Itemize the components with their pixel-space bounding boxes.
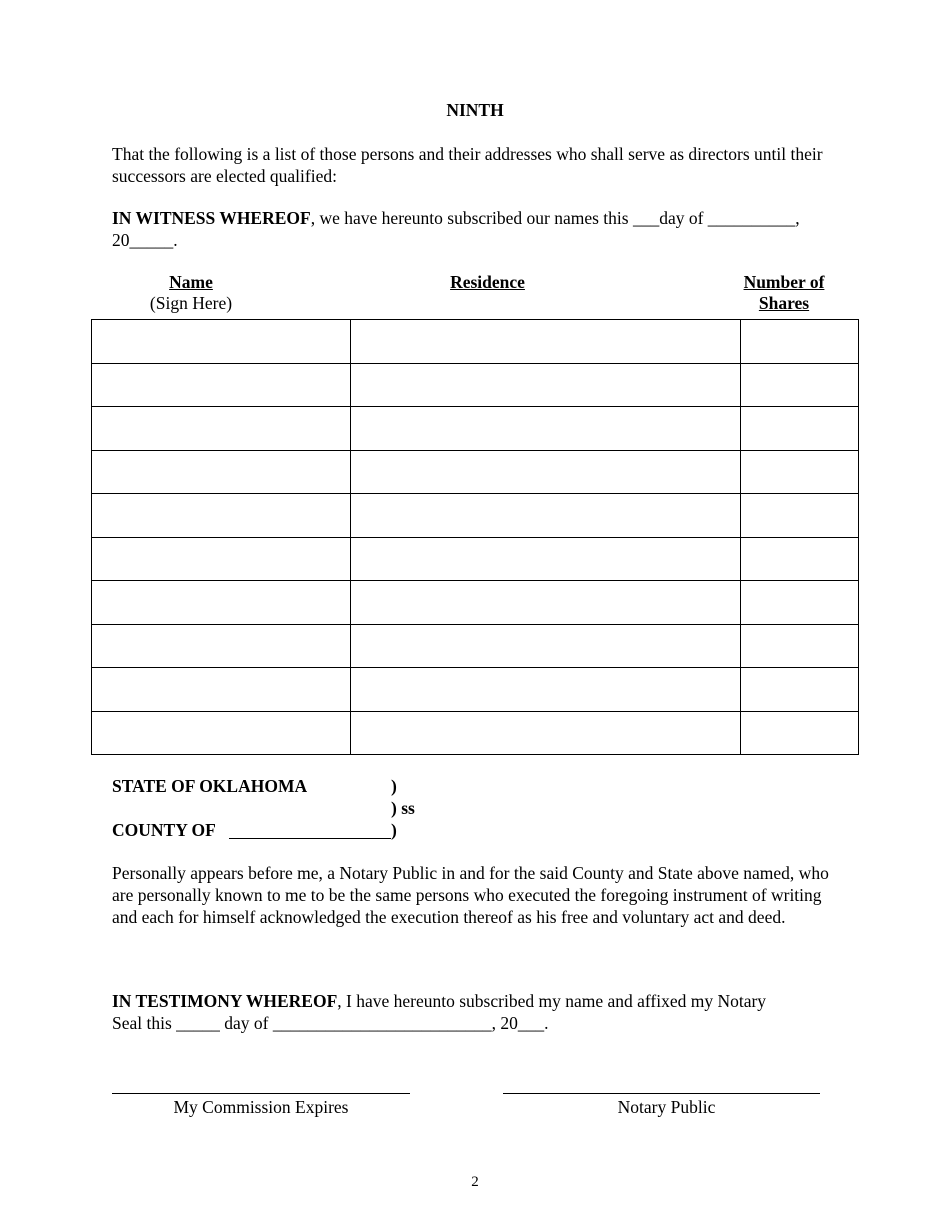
- residence-cell[interactable]: [351, 668, 741, 712]
- shares-cell[interactable]: [741, 494, 859, 538]
- shares-cell[interactable]: [741, 581, 859, 625]
- shares-header-line1: Number of: [743, 272, 825, 292]
- residence-cell[interactable]: [351, 407, 741, 451]
- witness-year: 20_____.: [112, 230, 178, 250]
- witness-lead: IN WITNESS WHEREOF: [112, 208, 311, 228]
- table-row: [92, 537, 859, 581]
- county-label: COUNTY OF: [112, 820, 216, 840]
- name-cell[interactable]: [92, 320, 351, 364]
- shareholder-table: [91, 319, 859, 755]
- state-paren: ): [391, 776, 397, 796]
- residence-cell[interactable]: [351, 494, 741, 538]
- name-cell[interactable]: [92, 624, 351, 668]
- notary-paragraph: Personally appears before me, a Notary Public in and for the said County and State above named, who are personally known to me to be the same persons who executed the foregoing instrument of writing and each for himself acknowledged the execution thereof as his free and voluntary act and deed.: [112, 863, 829, 927]
- name-cell[interactable]: [92, 494, 351, 538]
- column-header-name: [91, 272, 291, 314]
- testimony-clause: [112, 990, 844, 1034]
- state-label: STATE OF OKLAHOMA: [112, 776, 308, 796]
- residence-cell[interactable]: [351, 711, 741, 755]
- shares-cell[interactable]: [741, 624, 859, 668]
- testimony-text: , I have hereunto subscribed my name and affixed my Notary: [337, 991, 767, 1011]
- name-cell[interactable]: [92, 537, 351, 581]
- shares-cell[interactable]: [741, 668, 859, 712]
- residence-cell[interactable]: [351, 581, 741, 625]
- name-cell[interactable]: [92, 407, 351, 451]
- table-row: [92, 624, 859, 668]
- page-number: 2: [471, 1174, 479, 1190]
- table-row: [92, 581, 859, 625]
- column-header-shares: [726, 272, 842, 314]
- shareholder-table-body: [92, 320, 859, 755]
- sign-here-label: (Sign Here): [149, 293, 233, 313]
- residence-cell[interactable]: [351, 450, 741, 494]
- name-cell[interactable]: [92, 668, 351, 712]
- directors-paragraph: That the following is a list of those persons and their addresses who shall serve as directors until their successors are elected qualified:: [112, 144, 823, 186]
- table-row: [92, 494, 859, 538]
- notary-signature-line[interactable]: [503, 1093, 820, 1094]
- witness-text: , we have hereunto subscribed our names this ___day of __________,: [310, 208, 800, 228]
- name-cell[interactable]: [92, 450, 351, 494]
- table-row: [92, 363, 859, 407]
- table-row: [92, 668, 859, 712]
- shares-cell[interactable]: [741, 450, 859, 494]
- name-cell[interactable]: [92, 581, 351, 625]
- table-row: [92, 450, 859, 494]
- residence-cell[interactable]: [351, 624, 741, 668]
- shares-cell[interactable]: [741, 711, 859, 755]
- commission-signature-line[interactable]: [112, 1093, 410, 1094]
- shares-header-line2: Shares: [758, 293, 810, 313]
- witness-clause: [112, 207, 844, 251]
- residence-cell[interactable]: [351, 363, 741, 407]
- commission-expires-label: My Commission Expires: [173, 1097, 349, 1117]
- table-row: [92, 711, 859, 755]
- section-heading: NINTH: [446, 100, 504, 120]
- county-blank-line[interactable]: [229, 838, 391, 839]
- name-cell[interactable]: [92, 363, 351, 407]
- name-header-label: Name: [169, 272, 213, 292]
- table-row: [92, 320, 859, 364]
- testimony-seal-line: Seal this _____ day of _________________________, 20___.: [112, 1013, 549, 1033]
- table-row: [92, 407, 859, 451]
- ss-marker: ) ss: [391, 798, 415, 818]
- notary-public-label: Notary Public: [617, 1097, 716, 1117]
- shares-cell[interactable]: [741, 537, 859, 581]
- residence-cell[interactable]: [351, 537, 741, 581]
- shares-cell[interactable]: [741, 363, 859, 407]
- residence-cell[interactable]: [351, 320, 741, 364]
- testimony-lead: IN TESTIMONY WHEREOF: [112, 991, 338, 1011]
- name-cell[interactable]: [92, 711, 351, 755]
- shares-cell[interactable]: [741, 320, 859, 364]
- residence-header-label: Residence: [450, 272, 525, 292]
- shares-cell[interactable]: [741, 407, 859, 451]
- county-paren: ): [391, 820, 397, 840]
- column-header-residence: [350, 272, 625, 293]
